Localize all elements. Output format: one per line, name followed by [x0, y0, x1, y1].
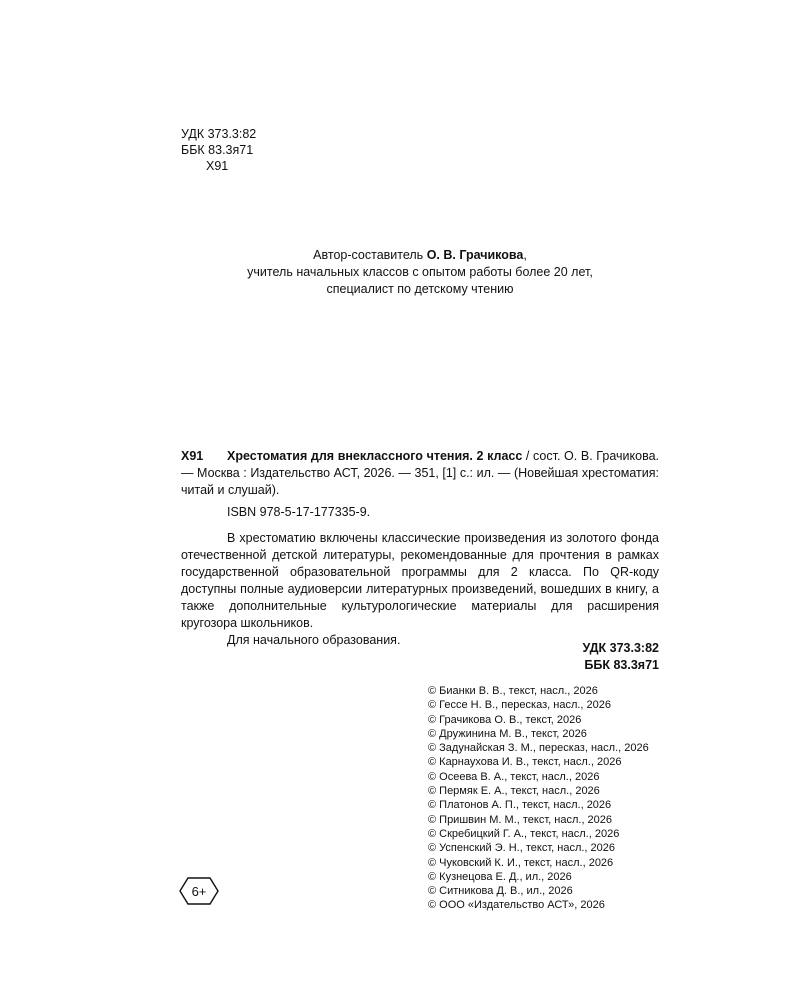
copyright-line: © Платонов А. П., текст, насл., 2026 — [428, 799, 612, 812]
audience-note: Для начального образования. — [227, 633, 401, 647]
copyright-line: © Карнаухова И. В., текст, насл., 2026 — [428, 756, 622, 769]
bib-description — [181, 448, 659, 499]
bib-details: / сост. О. В. Грачикова. — Москва : Издательство АСТ, 2026. — 351, [1] с.: ил. — (Новейшая хрестоматия: читай и слушай). — [181, 449, 659, 497]
author-comma: , — [523, 248, 527, 262]
udk-code: УДК 373.3:82 — [181, 127, 257, 141]
author-line-3: специалист по детскому чтению — [326, 282, 514, 296]
bib-author-mark: Х91 — [181, 449, 204, 463]
copyright-list — [428, 684, 649, 913]
isbn: ISBN 978-5-17-177335-9. — [227, 505, 371, 519]
author-mark: Х91 — [206, 159, 229, 173]
copyright-line: © Пермяк Е. А., текст, насл., 2026 — [428, 785, 600, 798]
bbk-code-right: ББК 83.3я71 — [584, 658, 659, 672]
age-rating-text: 6+ — [191, 884, 207, 899]
copyright-line: © Гессе Н. В., пересказ, насл., 2026 — [428, 699, 611, 712]
copyright-line: © Успенский Э. Н., текст, насл., 2026 — [428, 842, 615, 855]
bbk-code: ББК 83.3я71 — [181, 143, 254, 157]
classification-codes — [181, 126, 256, 174]
author-role: Автор-составитель — [313, 248, 424, 262]
copyright-line: © Бианки В. В., текст, насл., 2026 — [428, 685, 598, 697]
copyright-line: © Осеева В. А., текст, насл., 2026 — [428, 770, 600, 783]
copyright-line: © Скребицкий Г. А., текст, насл., 2026 — [428, 827, 620, 840]
author-line-2: учитель начальных классов с опытом работы более 20 лет, — [247, 265, 593, 279]
copyright-line: © Кузнецова Е. Д., ил., 2026 — [428, 870, 572, 883]
copyright-line: © Чуковский К. И., текст, насл., 2026 — [428, 856, 614, 869]
copyright-line: © Пришвин М. М., текст, насл., 2026 — [428, 813, 613, 826]
author-line-1 — [180, 247, 660, 264]
copyright-line: © Задунайская З. М., пересказ, насл., 2026 — [428, 742, 649, 755]
age-rating-shape — [179, 877, 219, 905]
copyright-line: © Ситникова Д. В., ил., 2026 — [428, 885, 573, 898]
annotation: В хрестоматию включены классические произведения из золотого фонда отечественной детской литературы, рекомендованные для прочтения в рамках государственной образовательной программы для 2 класса. По QR-коду доступны полные аудиоверсии литературных произведений, вошедших в книгу, а также дополнительные культурологические материалы для расширения кругозора школьников. — [181, 531, 659, 630]
udk-code-right: УДК 373.3:82 — [582, 641, 659, 655]
copyright-line: © ООО «Издательство АСТ», 2026 — [428, 899, 605, 912]
classification-codes-right — [583, 640, 660, 674]
author-name: О. В. Грачикова — [426, 248, 524, 262]
bibliographic-record — [181, 448, 659, 649]
copyright-line: © Грачикова О. В., текст, 2026 — [428, 713, 582, 726]
age-rating-badge — [179, 877, 219, 905]
author-block — [180, 247, 660, 298]
book-title: Хрестоматия для внеклассного чтения. 2 класс — [227, 449, 523, 463]
copyright-line: © Дружинина М. В., текст, 2026 — [428, 727, 587, 740]
